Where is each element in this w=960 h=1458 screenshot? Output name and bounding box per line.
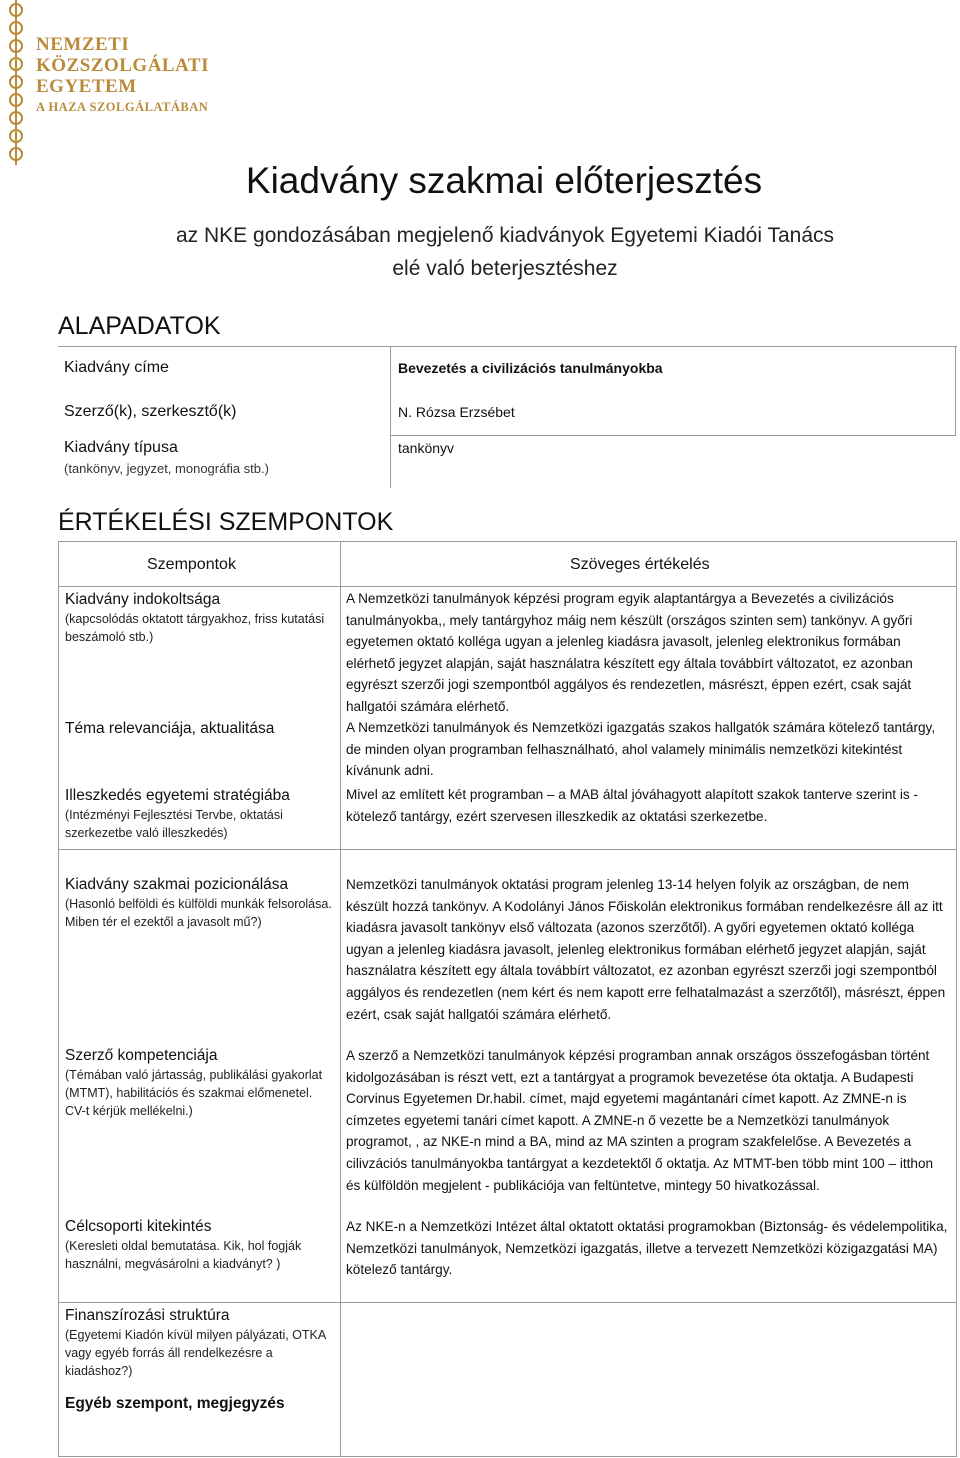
logo-text-line2: KÖZSZOLGÁLATI — [36, 55, 209, 76]
university-logo — [0, 0, 210, 170]
type-label: Kiadvány típusa — [64, 439, 178, 456]
criterion-other-notes — [65, 1394, 335, 1414]
page-title: Kiadvány szakmai előterjesztés — [245, 160, 763, 201]
criterion-target-group — [65, 1217, 335, 1273]
title-label: Kiadvány címe — [64, 359, 169, 376]
author-label: Szerző(k), szerkesztő(k) — [64, 403, 237, 420]
basic-data-heading: ALAPADATOK — [58, 312, 221, 340]
column-divider — [390, 346, 391, 488]
criterion-sublabel: (Témában való jártasság, publikálási gyakorlat (MTMT), habilitációs és szakmai előmenetel. CV-t kérjük mellékelni.) — [65, 1068, 323, 1118]
evaluation-text: A szerző a Nemzetközi tanulmányok képzési programban annak országos összefogásban történt kidolgozásában is részt vett, ezt a tantárgyat a programok bevezetése óta oktatja. A Budapesti Corvinus Egyetemen Dr.habil. címet, majd egyetemi magántanári címet kapott. Az ZMNE-n is címzetes egyetemi tanári címet kapott. A ZMNE-n ő vezette be a Nemzetközi tanulmányok programot, , az NKE-n mind a BA, mind az MA szinten a program szakfelelőse. A Bevezetés a cilivzációs tanulmányokba tantárgyat a kezdetektől ő oktatja. Az MTMT-ben több mint 100 – itthon és külföldön megjelent - publikációja van feltüntetve, mintegy 50 hivatkozással. — [346, 1048, 934, 1193]
criterion-sublabel: (Hasonló belföldi és külföldi munkák felsorolása. Miben tér el ezektől a javasolt mű?) — [65, 897, 332, 929]
criterion-label: Kiadvány indokoltsága — [65, 591, 221, 608]
logo-text-line4: A HAZA SZOLGÁLATÁBAN — [36, 100, 209, 114]
title-value: Bevezetés a civilizációs tanulmányokba — [398, 360, 663, 376]
criterion-label: Egyéb szempont, megjegyzés — [65, 1395, 285, 1412]
type-value: tankönyv — [398, 440, 455, 456]
column-divider — [340, 542, 341, 1456]
evaluation-column-header: Szöveges értékelés — [570, 556, 710, 573]
logo-text-line1: NEMZETI — [36, 34, 130, 55]
criterion-label: Kiadvány szakmai pozicionálása — [65, 876, 289, 893]
criterion-justification — [65, 590, 335, 646]
criterion-sublabel: (Keresleti oldal bemutatása. Kik, hol fogják használni, megvásárolni a kiadványt? ) — [65, 1239, 302, 1271]
criterion-author-competence — [65, 1046, 335, 1120]
evaluation-heading: ÉRTÉKELÉSI SZEMPONTOK — [58, 508, 394, 536]
criterion-strategy-fit — [65, 786, 335, 842]
criterion-label: Illeszkedés egyetemi stratégiába — [65, 787, 290, 804]
evaluation-table — [58, 541, 957, 1457]
subtitle-line-1: az NKE gondozásában megjelenő kiadványok Egyetemi Kiadói Tanács — [175, 224, 835, 247]
criterion-sublabel: (Egyetemi Kiadón kívül milyen pályázati, OTKA vagy egyéb forrás áll rendelkezésre a kiadáshoz?) — [65, 1328, 326, 1378]
author-value: N. Rózsa Erzsébet — [398, 404, 515, 420]
ornament-icon — [2, 0, 32, 170]
criterion-sublabel: (kapcsolódás oktatott tárgyakhoz, friss kutatási beszámoló stb.) — [65, 612, 325, 644]
basic-data-table — [58, 346, 957, 488]
row-divider — [59, 1302, 956, 1303]
evaluation-text: Nemzetközi tanulmányok oktatási program jelenleg 13-14 helyen folyik az országban, de nem készült hozzá tankönyv. A Kodolányi János Főiskolán elektronikus formában rendelkezésre áll az itt kiadásra javasolt tankönyv első változata (azonos szerzőtől). A győri egyetemen oktató kolléga ugyan a jelenleg kiadásra javasolt, jelenleg elektronikus formában elérhető jegyzet alapján, saját használatra készített egy általa továbbírt változatot, ez azonban egyrészt szerzői jogi szempontból aggályos és rendezetlen (nem kért és nem kapott erre felhatalmazást a szerzőtől), másrészt, éppen ezért, csak saját hallgatói számára elérhető. — [346, 877, 946, 1022]
criterion-label: Finanszírozási struktúra — [65, 1307, 230, 1324]
row-divider — [59, 849, 956, 850]
criterion-label: Téma relevanciája, aktualitása — [65, 720, 275, 737]
criterion-sublabel: (Intézményi Fejlesztési Tervbe, oktatási szerkezetbe való illeszkedés) — [65, 808, 283, 840]
criteria-column-header: Szempontok — [147, 556, 236, 573]
evaluation-text: Mivel az említett két programban – a MAB által jóváhagyott alapított szakok tanterve szerint is - kötelező tantárgy, ezért szervesen illeszkedik az oktatási szerkezetbe. — [346, 787, 918, 824]
evaluation-text: Az NKE-n a Nemzetközi Intézet által oktatott oktatási programokban (Biztonság- és védelempolitika, Nemzetközi tanulmányok, Nemzetközi igazgatás, illetve a tervezett Nemzetközi közigazgatási MA) kötelező tantárgy. — [346, 1219, 948, 1278]
criterion-relevance — [65, 719, 335, 739]
evaluation-text: A Nemzetközi tanulmányok és Nemzetközi igazgatás szakos hallgatók számára kötelező tantárgy, de minden olyan programban felhasználható, ahol valamely minimális nemzetközi kitekintést kívánunk adni. — [346, 720, 936, 779]
criterion-positioning — [65, 875, 335, 931]
criterion-label: Szerző kompetenciája — [65, 1047, 218, 1064]
subtitle-line-2: elé való beterjesztéshez — [392, 257, 618, 280]
page-subtitle — [100, 219, 910, 285]
logo-text-line3: EGYETEM — [36, 76, 137, 97]
evaluation-text: A Nemzetközi tanulmányok képzési program egyik alaptantárgya a Bevezetés a civilizációs tanulmányokba,, mely tantárgyhoz máig nem készült (országos szinten sem) tankönyv. A győri egyetemen oktató kolléga ugyan a jelenleg kiadásra javasolt, jelenleg elektronikus formában elérhető jegyzet alapján, saját használatra készített egy általa továbbírt változatot, ez azonban egyrészt szerzői jogi szempontból aggályos és rendezetlen, másrészt, éppen ezért, csak saját hallgatói számára elérhető. — [346, 591, 913, 714]
criterion-label: Célcsoporti kitekintés — [65, 1218, 212, 1235]
header-divider — [59, 586, 956, 587]
type-sublabel: (tankönyv, jegyzet, monográfia stb.) — [64, 461, 269, 476]
criterion-funding — [65, 1306, 335, 1380]
